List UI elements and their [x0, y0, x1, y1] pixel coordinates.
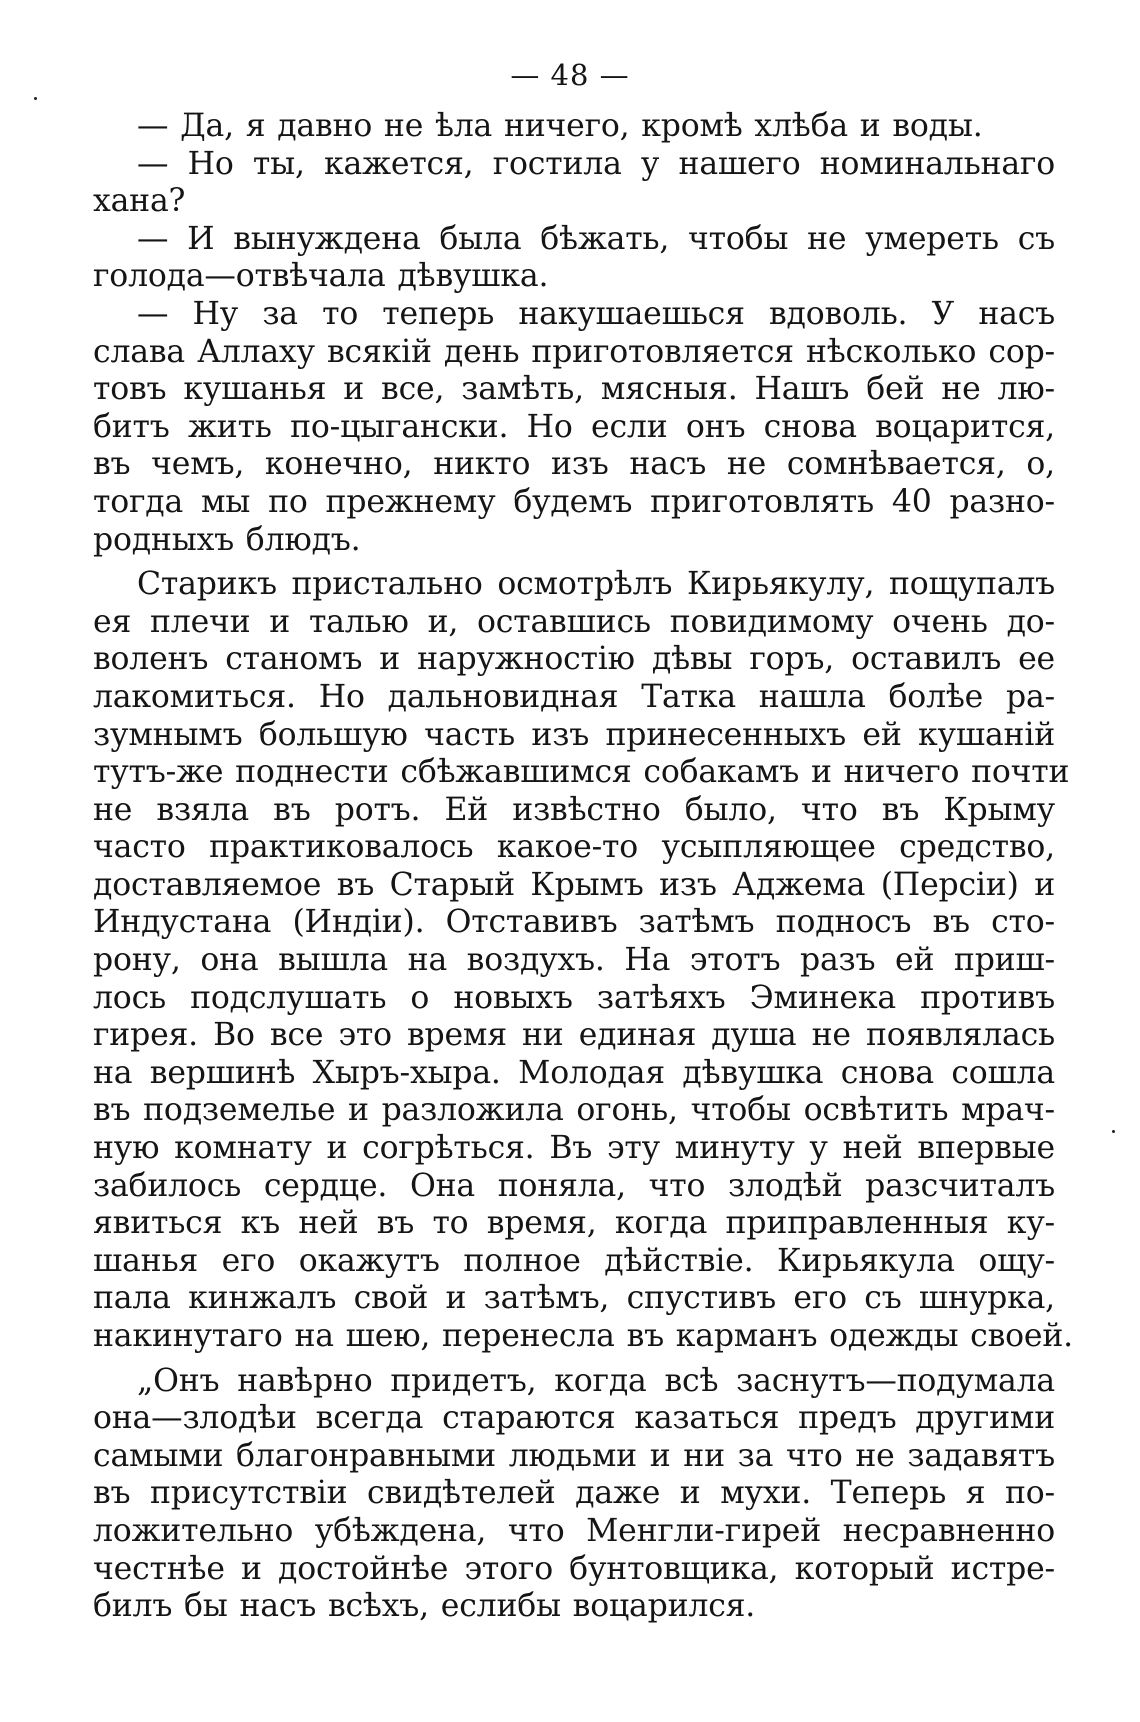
text-line: Старикъ пристально осмотрѣлъ Кирьякулу, пощупалъ [137, 566, 1055, 603]
text-line: ную комнату и согрѣться. Въ эту минуту у ней впервые [93, 1130, 1055, 1167]
ink-speck [1112, 1130, 1115, 1133]
paragraph-gap [93, 559, 1055, 566]
text-line: рону, она вышла на воздухъ. На этотъ разъ ей приш- [93, 942, 1055, 979]
text-line: ложительно убѣждена, что Менгли-гирей несравненно [93, 1512, 1055, 1549]
paragraph [93, 221, 1055, 296]
text-line: доставляемое въ Старый Крымъ изъ Аджема (Персіи) и [93, 866, 1055, 903]
text-line: Индустана (Индіи). Отставивъ затѣмъ подносъ въ сто- [93, 904, 1055, 941]
text-line: гирея. Во все это время ни единая душа не появлялась [93, 1017, 1055, 1054]
paragraph [93, 108, 1055, 146]
text-line: она—злодѣи всегда стараются казаться предъ другими [93, 1400, 1055, 1437]
text-line: не взяла въ ротъ. Ей извѣстно было, что въ Крыму [93, 791, 1055, 828]
text-line: лакомиться. Но дальновидная Татка нашла болѣе ра- [93, 678, 1055, 715]
text-line: товъ кушанья и все, замѣть, мясныя. Нашъ бей не лю- [93, 371, 1055, 408]
text-line: — Ну за то теперь накушаешься вдоволь. У насъ [137, 295, 1055, 332]
page-number: — 48 — [510, 58, 630, 92]
paragraph-gap [93, 1356, 1055, 1363]
text-line: пала кинжалъ свой и затѣмъ, спустивъ его съ шнурка, [93, 1280, 1055, 1317]
text-line: воленъ станомъ и наружностію дѣвы горъ, оставилъ ее [93, 641, 1055, 678]
text-line: часто практиковалось какое-то усыпляющее средство, [93, 829, 1055, 866]
paragraph [93, 296, 1055, 559]
text-line: тутъ-же поднести сбѣжавшимся собакамъ и ничего почти [93, 754, 1070, 791]
text-line: зумнымъ большую часть изъ принесенныхъ ей кушаній [93, 716, 1055, 753]
text-line: билъ бы насъ всѣхъ, еслибы воцарился. [93, 1588, 756, 1625]
body-text [93, 108, 1073, 1626]
text-line: слава Аллаху всякій день приготовляется нѣсколько сор- [93, 333, 1055, 370]
text-line: забилось сердце. Она поняла, что злодѣй разсчиталъ [93, 1167, 1055, 1204]
text-line: тогда мы по прежнему будемъ приготовлять 40 разно- [93, 483, 1055, 520]
text-line: родныхъ блюдъ. [93, 521, 361, 558]
text-line: — И вынуждена была бѣжать, чтобы не умереть съ [137, 220, 1055, 257]
text-line: битъ жить по-цыгански. Но если онъ снова воцарится, [93, 408, 1055, 445]
text-line: честнѣе и достойнѣе этого бунтовщика, который истре- [93, 1550, 1055, 1587]
text-line: самыми благонравными людьми и ни за что не задавятъ [93, 1437, 1055, 1474]
ink-speck [34, 97, 37, 100]
text-line: явиться къ ней въ то время, когда приправленныя ку- [93, 1205, 1055, 1242]
paragraph [93, 566, 1073, 1355]
text-line: „Онъ навѣрно придетъ, когда всѣ заснутъ—подумала [137, 1362, 1055, 1399]
paragraph [93, 1363, 1055, 1626]
paragraph [93, 146, 1055, 221]
text-line: въ присутствіи свидѣтелей даже и мухи. Теперь я по- [93, 1475, 1055, 1512]
text-line: въ подземелье и разложила огонь, чтобы освѣтить мрач- [93, 1092, 1055, 1129]
text-line: ея плечи и талью и, оставшись повидимому очень до- [93, 603, 1055, 640]
text-line: шанья его окажутъ полное дѣйствіе. Кирьякула ощу- [93, 1242, 1055, 1279]
text-line: — Но ты, кажется, гостила у нашего номинальнаго [137, 145, 1055, 182]
text-line: хана? [93, 183, 186, 220]
text-line: на вершинѣ Хыръ-хыра. Молодая дѣвушка снова сошла [93, 1054, 1055, 1091]
text-line: голода—отвѣчала дѣвушка. [93, 258, 549, 295]
text-line: — Да, я давно не ѣла ничего, кромѣ хлѣба и воды. [137, 108, 983, 144]
text-line: въ чемъ, конечно, никто изъ насъ не сомнѣвается, о, [93, 446, 1055, 483]
text-line: накинутаго на шею, перенесла въ карманъ одежды своей. [93, 1318, 1073, 1354]
text-line: лось подслушать о новыхъ затѣяхъ Эминека противъ [93, 979, 1055, 1016]
